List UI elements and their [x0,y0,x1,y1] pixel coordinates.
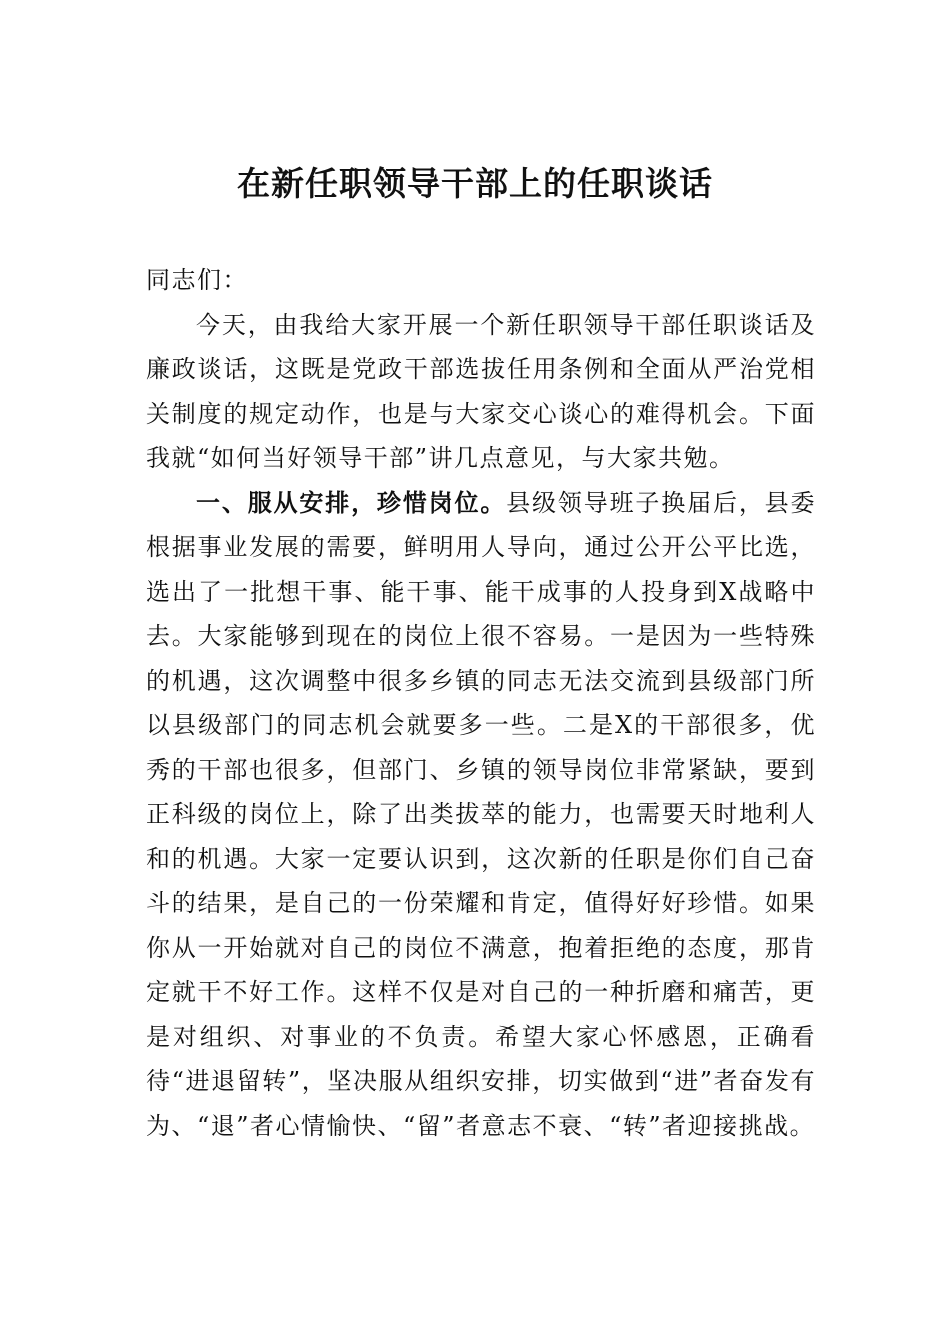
intro-paragraph: 今天，由我给大家开展一个新任职领导干部任职谈话及廉政谈话，这既是党政干部选拔任用条例和全面从严治党相关制度的规定动作，也是与大家交心谈心的难得机会。下面我就“如何当好领导干部”讲几点意见，与大家共勉。 [146,310,816,472]
section-1-heading: 一、服从安排，珍惜岗位。 [196,488,507,517]
document-title: 在新任职领导干部上的任职谈话 [237,164,713,203]
salutation: 同志们： [146,266,248,294]
section-1-body: 县级领导班子换届后，县委根据事业发展的需要，鲜明用人导向，通过公开公平比选，选出了一批想干事、能干事、能干成事的人投身到X战略中去。大家能够到现在的岗位上很不容易。一是因为一些特殊的机遇，这次调整中很多乡镇的同志无法交流到县级部门所以县级部门的同志机会就要多一些。二是X的干部很多，优秀的干部也很多，但部门、乡镇的领导岗位非常紧缺，要到正科级的岗位上，除了出类拔萃的能力，也需要天时地利人和的机遇。大家一定要认识到，这次新的任职是你们自己奋斗的结果，是自己的一份荣耀和肯定，值得好好珍惜。如果你从一开始就对自己的岗位不满意，抱着拒绝的态度，那肯定就干不好工作。这样不仅是对自己的一种折磨和痛苦，更是对组织、对事业的不负责。希望大家心怀感恩，正确看待“进退留转”，坚决服从组织安排，切实做到“进”者奋发有为、“退”者心情愉快、“留”者意志不衰、“转”者迎接挑战。 [146,488,817,1140]
document-body [146,258,816,1148]
section-1-paragraph [146,481,816,1149]
